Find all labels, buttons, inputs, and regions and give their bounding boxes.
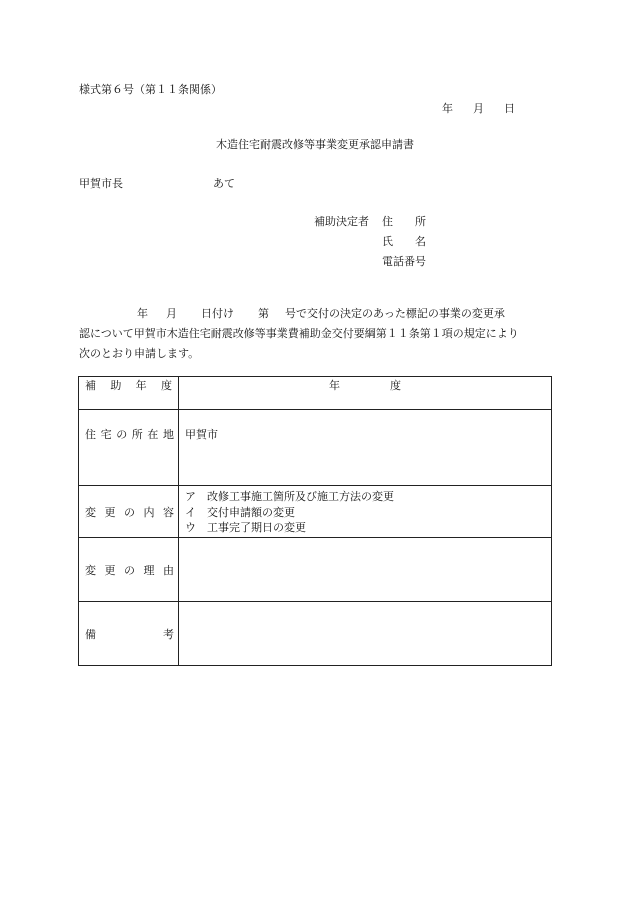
change-option-i: イ 交付申請額の変更 (185, 505, 295, 519)
application-statement: 年 月 日付け 第 号で交付の決定のあった標記の事業の変更承 認について甲賀市木造住宅耐震改修等事業費補助金交付要綱第１１条第１項の規定により 次のとおり申請します。 (79, 307, 519, 360)
address-label: 住 所 (382, 215, 426, 228)
change-content-label: 変 更 の 内 容 (79, 486, 179, 538)
change-reason-label: 変 更 の 理 由 (79, 538, 179, 602)
date-line (442, 100, 515, 116)
table-row-location (79, 410, 552, 486)
phone-label: 電話番号 (382, 255, 426, 268)
location-value[interactable]: 甲賀市 (179, 410, 552, 486)
table-row-subsidy-year (79, 377, 552, 410)
form-number: 様式第６号（第１１条関係） (79, 83, 222, 96)
addressee (79, 175, 235, 191)
location-label: 住 宅 の 所 在 地 (79, 410, 179, 486)
change-option-u: ウ 工事完了期日の変更 (185, 521, 306, 534)
remarks-label: 備 考 (79, 602, 179, 666)
name-label: 氏 名 (382, 235, 426, 248)
table-row-remarks (79, 602, 552, 666)
applicant-block (314, 212, 426, 272)
date-year: 年 (442, 102, 453, 115)
application-table (78, 376, 552, 666)
addressee-suffix: あて (213, 177, 235, 190)
change-option-a: ア 改修工事施工箇所及び施工方法の変更 (185, 490, 394, 503)
document-title: 木造住宅耐震改修等事業変更承認申請書 (216, 138, 414, 151)
table-row-change-reason (79, 538, 552, 602)
date-day: 日 (504, 102, 515, 115)
subsidy-year-value[interactable]: 年 度 (179, 377, 552, 410)
subsidy-year-label: 補 助 年 度 (79, 377, 179, 410)
addressee-name: 甲賀市長 (79, 177, 123, 190)
table-row-change-content (79, 486, 552, 538)
change-reason-value[interactable] (179, 538, 552, 602)
applicant-role: 補助決定者 (314, 215, 369, 228)
change-content-value[interactable] (179, 486, 552, 538)
remarks-value[interactable] (179, 602, 552, 666)
date-month: 月 (473, 102, 484, 115)
